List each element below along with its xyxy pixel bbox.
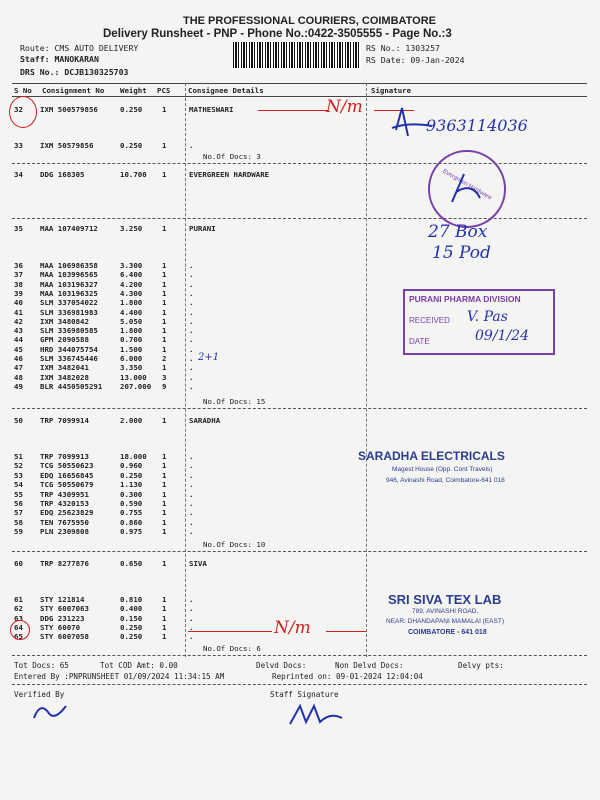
row-sno: 55	[14, 489, 23, 499]
row-consignment: TEN 7675950	[40, 517, 89, 527]
siva-stamp-line: NEAR: DHANDAPANI MAMALAI (EAST)	[386, 618, 504, 625]
route: Route: CMS AUTO DELIVERY	[20, 43, 139, 53]
divider	[12, 684, 587, 685]
verified-signature	[30, 700, 70, 724]
consignee-placeholder: .	[189, 307, 194, 317]
row-pcs: 1	[162, 508, 167, 518]
col-sno: S No	[14, 86, 32, 95]
consignee-placeholder: .	[189, 461, 194, 471]
row-weight: 0.975	[120, 527, 143, 537]
purani-stamp: PURANI PHARMA DIVISION RECEIVED V. Pas DATE 09/1/24	[403, 289, 555, 355]
consignee-placeholder: .	[189, 326, 194, 336]
row-sno: 37	[14, 270, 23, 280]
row-consignment: HRD 344075754	[40, 344, 98, 354]
row-consignment: SLM 336745446	[40, 354, 98, 363]
row-sno: 62	[14, 604, 23, 614]
row-weight: 207.000	[120, 381, 152, 391]
row-consignment: STY 60070	[40, 622, 81, 632]
col-consignment: Consignment No	[42, 86, 105, 95]
row-pcs: 1	[162, 489, 167, 499]
row-sno: 46	[14, 354, 23, 363]
consignee-placeholder: .	[189, 632, 194, 642]
consignee-placeholder: .	[189, 381, 194, 391]
delvy-pts: Delvy pts:	[458, 661, 504, 670]
evergreen-stamp: Evergreen Hardware	[428, 150, 506, 228]
row-pcs: 1	[162, 298, 167, 308]
row-pcs: 1	[162, 307, 167, 317]
pod-note: 15 Pod	[432, 243, 491, 263]
row-weight: 1.800	[120, 298, 143, 308]
row-pcs: 1	[162, 527, 167, 537]
row-sno: 63	[14, 613, 23, 623]
row-weight: 0.700	[120, 335, 143, 345]
entered-by: Entered By :PNPRUNSHEET 01/09/2024 11:34:15 AM	[14, 672, 225, 681]
consignee-placeholder: .	[189, 316, 194, 326]
docs-count: No.Of Docs: 6	[203, 644, 261, 653]
non-delvd-docs: Non Delvd Docs:	[335, 661, 404, 670]
row-weight: 6.400	[120, 270, 143, 280]
delvd-docs: Delvd Docs:	[256, 661, 307, 670]
row-consignment: STY 6007058	[40, 632, 89, 642]
row-sno: 36	[14, 261, 23, 270]
row-pcs: 1	[162, 452, 167, 461]
staff-signature-label: Staff Signature	[270, 690, 339, 699]
saradha-stamp-line: 946, Avinashi Road, Coimbatore-641 018	[386, 477, 505, 484]
row-weight: 0.810	[120, 595, 143, 604]
consignee-placeholder: .	[189, 363, 194, 373]
company-name: THE PROFESSIONAL COURIERS, COIMBATORE	[183, 15, 437, 27]
row-sno: 57	[14, 508, 23, 518]
drs-number: DRS No.: DCJB130325703	[20, 67, 129, 77]
saradha-stamp-name: SARADHA ELECTRICALS	[358, 449, 505, 463]
row-consignment: MAA 103196325	[40, 288, 98, 298]
row-weight: 3.300	[120, 261, 143, 270]
consignee-placeholder: .	[189, 354, 194, 363]
consignee-placeholder: .	[189, 270, 194, 280]
row-weight: 0.590	[120, 499, 143, 508]
row-consignment: SLM 336981983	[40, 307, 98, 317]
consignee-name: PURANI	[189, 224, 216, 233]
row-sno: 38	[14, 279, 23, 289]
saradha-stamp-line: Magest House (Opp. Cont Travels)	[392, 466, 493, 473]
row-pcs: 1	[162, 499, 167, 508]
consignee-placeholder: .	[189, 298, 194, 308]
row-sno: 53	[14, 470, 23, 480]
row-sno: 41	[14, 307, 23, 317]
consignee-placeholder: .	[189, 499, 194, 508]
row-consignment: SLM 337054022	[40, 298, 98, 308]
red-line	[258, 110, 328, 111]
row-consignment: EDQ 25623829	[40, 508, 94, 518]
rs-date: RS Date: 09-Jan-2024	[366, 55, 465, 65]
row-weight: 5.050	[120, 316, 143, 326]
col-weight: Weight	[120, 86, 147, 95]
row-weight: 0.960	[120, 461, 143, 471]
row-pcs: 1	[162, 326, 167, 336]
row-sno: 49	[14, 381, 23, 391]
consignee-name: EVERGREEN HARDWARE	[189, 170, 270, 179]
row-pcs: 1	[162, 316, 167, 326]
row-consignment: EDQ 16656845	[40, 470, 94, 480]
row-consignment: IXM 3482028	[40, 372, 89, 382]
nm-note: N/m	[326, 97, 363, 117]
siva-stamp-name: SRI SIVA TEX LAB	[388, 592, 502, 607]
row-pcs: 9	[162, 381, 167, 391]
row-pcs: 1	[162, 613, 167, 623]
row-consignment: STY 6007063	[40, 604, 89, 614]
consignee-placeholder: .	[189, 344, 194, 354]
row-pcs: 1	[162, 517, 167, 527]
row-sno: 39	[14, 288, 23, 298]
verified-by-label: Verified By	[14, 690, 65, 699]
row-weight: 1.800	[120, 326, 143, 336]
consignee-placeholder: .	[189, 470, 194, 480]
row-sno: 56	[14, 499, 23, 508]
row-sno: 44	[14, 335, 23, 345]
consignee-placeholder: .	[189, 261, 194, 270]
row-weight: 1.500	[120, 344, 143, 354]
runsheet-title: Delivery Runsheet - PNP - Phone No.:0422-3505555 - Page No.:3	[103, 28, 452, 40]
row-pcs: 1	[162, 270, 167, 280]
row-consignment: TRP 4309951	[40, 489, 89, 499]
row-weight: 6.000	[120, 354, 143, 363]
row-sno: 47	[14, 363, 23, 373]
row-pcs: 1	[162, 335, 167, 345]
consignee-placeholder: .	[189, 335, 194, 345]
signature-mark	[446, 168, 486, 208]
consignee-placeholder: .	[189, 372, 194, 382]
consignee-placeholder: .	[189, 480, 194, 490]
consignee-placeholder: .	[189, 622, 194, 632]
row-sno: 54	[14, 480, 23, 490]
col-pcs: PCS	[157, 86, 171, 95]
siva-stamp-line: COIMBATORE - 641 018	[408, 629, 487, 636]
consignee-placeholder: .	[189, 604, 194, 614]
row-consignment: TCG 50550679	[40, 480, 94, 490]
pen-note: 2+1	[198, 352, 220, 363]
red-line	[188, 631, 272, 632]
tot-docs: Tot Docs: 65	[14, 661, 69, 670]
consignee-placeholder: .	[189, 489, 194, 499]
row-consignment: GPM 2090588	[40, 335, 89, 345]
row-pcs: 1	[162, 470, 167, 480]
row-pcs: 1	[162, 461, 167, 471]
row-weight: 0.400	[120, 604, 143, 614]
row-consignment: TCG 50550623	[40, 461, 94, 471]
row-pcs: 1	[162, 604, 167, 614]
row-pcs: 1	[162, 622, 167, 632]
row-sno: 64	[14, 622, 23, 632]
docs-count: No.Of Docs: 3	[203, 152, 261, 161]
row-weight: 0.860	[120, 517, 143, 527]
row-consignment: BLR 4450505291	[40, 381, 103, 391]
staff-signature	[286, 700, 346, 730]
consignee-name: SIVA	[189, 559, 207, 568]
nm-note: N/m	[274, 618, 311, 638]
row-sno: 43	[14, 326, 23, 336]
docs-count: No.Of Docs: 15	[203, 397, 266, 406]
column-divider	[366, 83, 367, 657]
consignee-placeholder: .	[189, 517, 194, 527]
consignee-placeholder: .	[189, 279, 194, 289]
row-sno: 40	[14, 298, 23, 308]
siva-stamp-line: 789, AVINASHI ROAD,	[412, 608, 479, 615]
divider	[12, 163, 587, 164]
row-sno: 42	[14, 316, 23, 326]
tot-cod: Tot COD Amt: 0.00	[100, 661, 178, 670]
row-weight: 0.250	[120, 622, 143, 632]
row-weight: 13.000	[120, 372, 147, 382]
row-pcs: 1	[162, 632, 167, 642]
rs-number: RS No.: 1303257	[366, 43, 440, 53]
row-weight: 0.300	[120, 489, 143, 499]
col-signature: Signature	[371, 86, 412, 95]
col-consignee: Consignee Details	[188, 86, 264, 95]
row-consignment: MAA 103196327	[40, 279, 98, 289]
consignee-placeholder: .	[189, 613, 194, 623]
row-sno: 59	[14, 527, 23, 537]
consignee-placeholder: .	[189, 452, 194, 461]
row-weight: 0.250	[120, 632, 143, 642]
row-pcs: 1	[162, 595, 167, 604]
consignee-placeholder: .	[189, 595, 194, 604]
divider	[12, 218, 587, 219]
row-consignment: MAA 103996565	[40, 270, 98, 280]
staff: Staff: MANOKARAN	[20, 54, 99, 64]
column-divider	[185, 83, 186, 657]
row-weight: 4.200	[120, 279, 143, 289]
row-sno: 65	[14, 632, 23, 642]
row-pcs: 2	[162, 354, 167, 363]
row-consignment: PLN 2309808	[40, 527, 89, 537]
row-weight: 0.150	[120, 613, 143, 623]
divider	[12, 408, 587, 409]
consignee-name: MATHESWARI	[189, 105, 234, 114]
docs-count: No.Of Docs: 10	[203, 540, 266, 549]
phone-number: 9363114036	[426, 116, 528, 135]
box-note: 27 Box	[428, 222, 488, 242]
divider	[12, 655, 587, 656]
row-consignment: TRP 4320153	[40, 499, 89, 508]
divider	[12, 96, 587, 97]
row-sno: 61	[14, 595, 23, 604]
row-consignment: IXM 3480842	[40, 316, 89, 326]
row-consignment: DDG 231223	[40, 613, 85, 623]
row-sno: 51	[14, 452, 23, 461]
row-pcs: 1	[162, 288, 167, 298]
row-sno: 52	[14, 461, 23, 471]
consignee-placeholder: .	[189, 508, 194, 518]
reprinted-on: Reprinted on: 09-01-2024 12:04:04	[272, 672, 423, 681]
red-circle-mark	[9, 96, 37, 128]
row-weight: 0.755	[120, 508, 143, 518]
divider	[12, 83, 587, 84]
row-pcs: 1	[162, 480, 167, 490]
row-consignment: STY 121814	[40, 595, 85, 604]
red-circle-mark	[10, 620, 30, 640]
row-consignment: MAA 106986358	[40, 261, 98, 270]
row-weight: 0.250	[120, 470, 143, 480]
divider	[12, 551, 587, 552]
row-sno: 58	[14, 517, 23, 527]
barcode	[233, 42, 361, 68]
row-consignment: IXM 3482041	[40, 363, 89, 373]
consignee-name: SARADHA	[189, 416, 221, 425]
consignee-placeholder: .	[189, 527, 194, 537]
consignee-placeholder: .	[189, 288, 194, 298]
row-pcs: 3	[162, 372, 167, 382]
red-line	[326, 631, 366, 632]
row-sno: 45	[14, 344, 23, 354]
row-sno: 48	[14, 372, 23, 382]
row-weight: 1.130	[120, 480, 143, 490]
row-pcs: 1	[162, 344, 167, 354]
row-weight: 4.300	[120, 288, 143, 298]
row-pcs: 1	[162, 261, 167, 270]
row-weight: 18.000	[120, 452, 147, 461]
row-weight: 4.400	[120, 307, 143, 317]
row-pcs: 1	[162, 363, 167, 373]
row-consignment: TRP 7099913	[40, 452, 89, 461]
row-weight: 3.350	[120, 363, 143, 373]
row-consignment: SLM 336980585	[40, 326, 98, 336]
row-pcs: 1	[162, 279, 167, 289]
